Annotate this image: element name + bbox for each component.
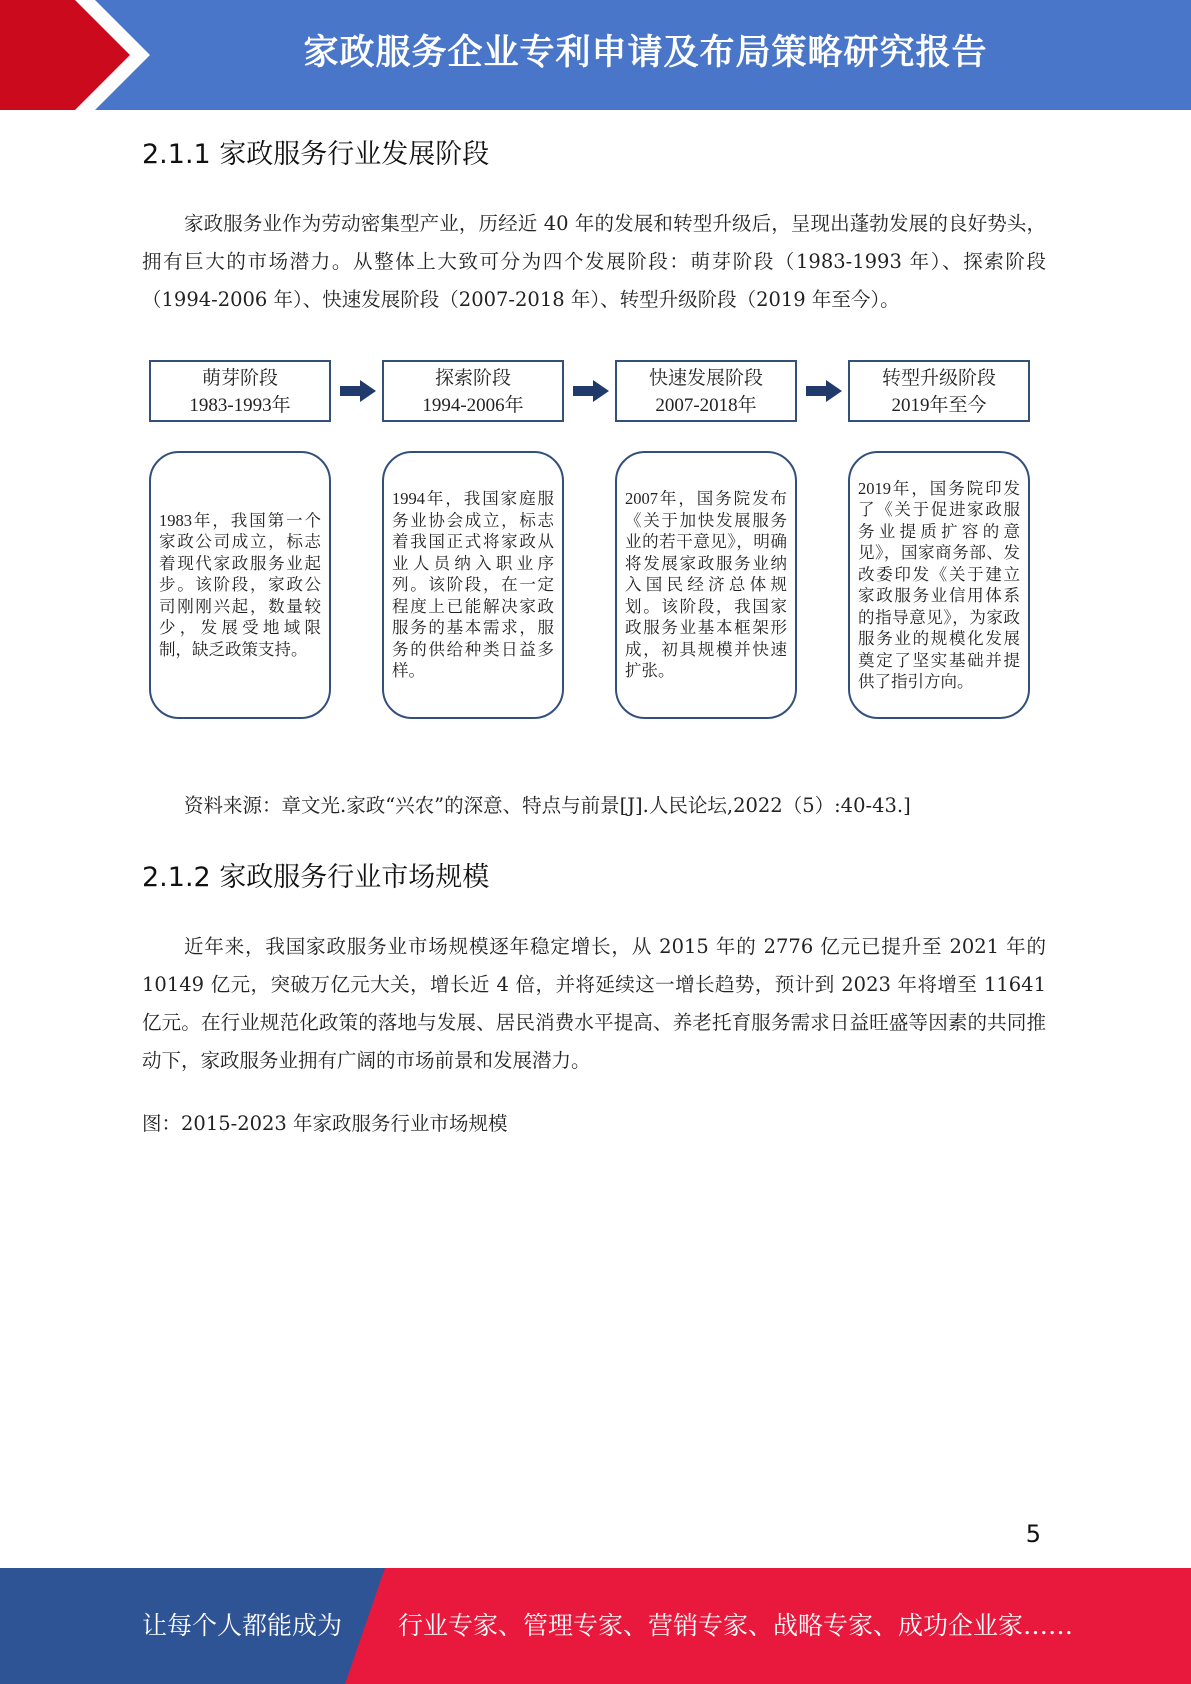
stage-description: 2007年，国务院发布《关于加快发展服务业的若干意见》，明确将发展家政服务业纳入国民经济总体规划。该阶段，我国家政服务业基本框架形成，初具规模并快速扩张。 (625, 489, 787, 681)
footer-slogan-right: 行业专家、管理专家、营销专家、战略专家、成功企业家…… (398, 1611, 1074, 1640)
page-number: 5 (1025, 1520, 1041, 1548)
stage-detail-box-2 (382, 451, 564, 719)
source-citation: 资料来源：章文光.家政“兴农”的深意、特点与前景[J].人民论坛,2022（5）:40-43.] (184, 794, 911, 817)
arrow-right-icon (806, 380, 842, 402)
footer-banner (0, 1568, 1191, 1684)
stage-name: 萌芽阶段 (201, 368, 278, 389)
stage-detail-box-4 (848, 451, 1030, 719)
stage-period: 2007-2018年 (655, 395, 757, 416)
stage-box-4 (848, 360, 1030, 422)
stage-detail-box-1 (149, 451, 331, 719)
stage-description: 1983年，我国第一个家政公司成立，标志着现代家政服务业起步。该阶段，家政公司刚刚兴起，数量较少，发展受地域限制，缺乏政策支持。 (159, 510, 321, 659)
stage-name: 转型升级阶段 (881, 368, 996, 389)
stage-box-3 (615, 360, 797, 422)
section-heading-market-size: 2.1.2 家政服务行业市场规模 (142, 862, 490, 893)
stage-box-2 (382, 360, 564, 422)
stage-description: 2019年，国务院印发了《关于促进家政服务业提质扩容的意见》，国家商务部、发改委印发《关于建立家政服务业信用体系的指导意见》，为家政服务业的规模化发展奠定了坚实基础并提供了指引方向。 (858, 478, 1020, 691)
stage-detail-box-3 (615, 451, 797, 719)
arrow-right-icon (573, 380, 609, 402)
report-title: 家政服务企业专利申请及布局策略研究报告 (303, 33, 988, 73)
section-heading-development-stages: 2.1.1 家政服务行业发展阶段 (142, 139, 490, 170)
stage-period: 1994-2006年 (422, 395, 524, 416)
stage-name: 探索阶段 (434, 368, 511, 389)
stage-period: 1983-1993年 (189, 395, 291, 416)
figure-caption: 图：2015-2023 年家政服务行业市场规模 (142, 1112, 508, 1135)
development-stages-paragraph: 家政服务业作为劳动密集型产业，历经近 40 年的发展和转型升级后，呈现出蓬勃发展的良好势头，拥有巨大的市场潜力。从整体上大致可分为四个发展阶段：萌芽阶段（1983-1993 年）、探索阶段（1994-2006 年）、快速发展阶段（2007-2018 年）、转型升级阶段（2019 年至今）。 (142, 212, 1046, 311)
stage-description: 1994年，我国家庭服务业协会成立，标志着我国正式将家政从业人员纳入职业序列。该阶段，在一定程度上已能解决家政服务的基本需求，服务的供给种类日益多样。 (392, 489, 554, 681)
header-banner (0, 0, 1191, 110)
red-chevron-decoration (0, 0, 150, 110)
footer-slogan-left: 让每个人都能成为 (142, 1611, 343, 1640)
stage-name: 快速发展阶段 (648, 368, 763, 389)
market-size-paragraph: 近年来，我国家政服务业市场规模逐年稳定增长，从 2015 年的 2776 亿元已提升至 2021 年的 10149 亿元，突破万亿元大关，增长近 4 倍，并将延续这一增长趋势，预计到 2023 年将增至 11641 亿元。在行业规范化政策的落地与发展、居民消费水平提高、养老托育服务需求日益旺盛等因素的共同推动下，家政服务业拥有广阔的市场前景和发展潜力。 (142, 935, 1046, 1072)
stage-period: 2019年至今 (891, 395, 987, 416)
arrow-right-icon (340, 380, 376, 402)
stage-box-1 (149, 360, 331, 422)
